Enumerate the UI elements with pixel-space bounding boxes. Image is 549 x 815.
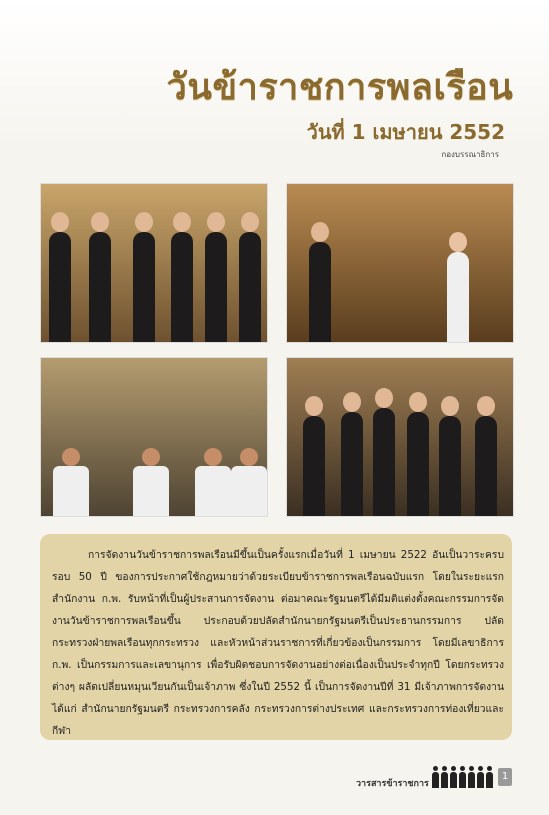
article-byline: กองบรรณาธิการ <box>441 150 499 159</box>
article-date: วันที่ 1 เมษายน 2552 <box>306 120 505 144</box>
magazine-name: วารสารข้าราชการ <box>356 779 429 789</box>
photo-award-presentation <box>286 183 514 343</box>
article-textbox <box>40 534 512 740</box>
people-silhouette-icon <box>432 766 500 788</box>
photo-officials-group <box>286 357 514 517</box>
page-number: 1 <box>498 768 512 786</box>
article-title: วันข้าราชการพลเรือน <box>166 67 514 108</box>
photo-grid <box>40 183 512 515</box>
photo-seated-audience <box>40 357 268 517</box>
article-body: การจัดงานวันข้าราชการพลเรือนมีขึ้นเป็นครั้งแรกเมื่อวันที่ 1 เมษายน 2522 อันเป็นวาระครบรอบ 50 ปี ของการประกาศใช้กฎหมายว่าด้วยระเบียบข้าราชการพลเรือนฉบับแรก โดยในระยะแรกสำนักงาน ก.พ. รับหน้าที่เป็นผู้ประสานการจัดงาน ต่อมาคณะรัฐมนตรีได้มีมติแต่งตั้งคณะกรรมการจัดงานวันข้าราชการพลเรือนขึ้น ประกอบด้วยปลัดสำนักนายกรัฐมนตรีเป็นประธานกรรมการ ปลัดกระทรวงฝ่ายพลเรือนทุกกระทรวง และหัวหน้าส่วนราชการที่เกี่ยวข้องเป็นกรรมการ โดยมีเลขาธิการ ก.พ. เป็นกรรมการและเลขานุการ เพื่อรับผิดชอบการจัดงานอย่างต่อเนื่องเป็นประจำทุกปี โดยกระทรวงต่างๆ ผลัดเปลี่ยนหมุนเวียนกันเป็นเจ้าภาพ ซึ่งในปี 2552 นี้ เป็นการจัดงานปีที่ 31 มีเจ้าภาพการจัดงาน ได้แก่ สำนักนายกรัฐมนตรี กระทรวงการคลัง กระทรวงการต่างประเทศ และกระทรวงการท่องเที่ยวและกีฬา <box>52 549 504 737</box>
photo-officials-standing <box>40 183 268 343</box>
